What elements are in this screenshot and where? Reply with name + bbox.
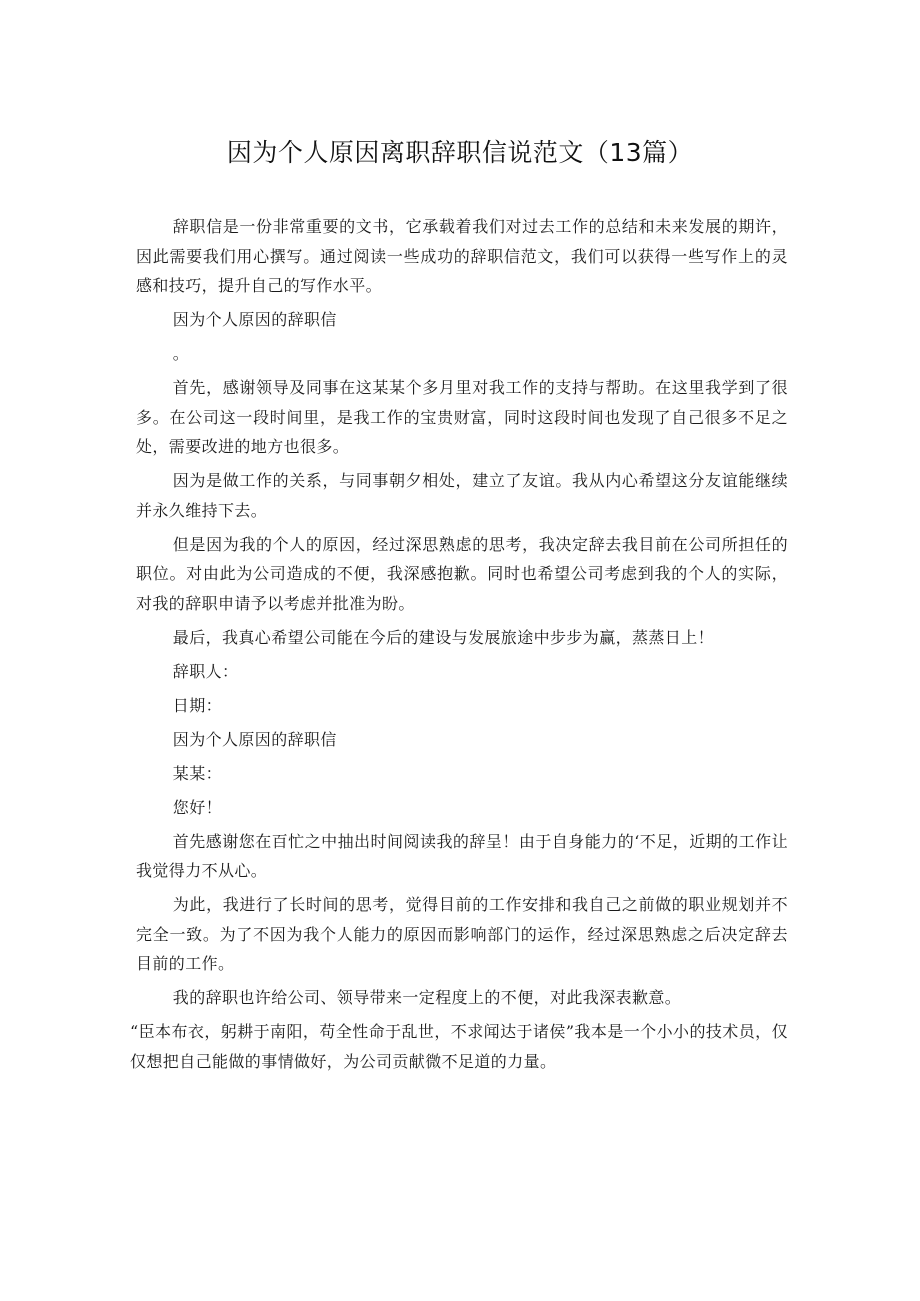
- quote-paragraph: “臣本布衣，躬耕于南阳，苟全性命于乱世，不求闻达于诸侯”我本是一个小小的技术员，仅仅想把自己能做的事情做好，为公司贡献微不足道的力量。: [130, 1022, 788, 1071]
- letter-paragraph: 我的辞职也许给公司、领导带来一定程度上的不便，对此我深表歉意。: [172, 988, 682, 1007]
- document-body: [130, 212, 788, 1081]
- letter-paragraph: 但是因为我的个人的原因，经过深思熟虑的思考，我决定辞去我目前在公司所担任的职位。对由此为公司造成的不便，我深感抱歉。同时也希望公司考虑到我的个人的实际，对我的辞职申请予以考虑并批准为盼。: [136, 534, 788, 613]
- greeting: 您好！: [172, 797, 222, 817]
- date-label: 日期：: [172, 695, 222, 715]
- section-heading: 因为个人原因的辞职信: [172, 310, 337, 329]
- salutation: 某某：: [172, 763, 222, 783]
- intro-paragraph: 辞职信是一份非常重要的文书，它承载着我们对过去工作的总结和未来发展的期许，因此需要我们用心撰写。通过阅读一些成功的辞职信范文，我们可以获得一些写作上的灵感和技巧，提升自己的写作水平。: [136, 217, 788, 295]
- letter-paragraph: 为此，我进行了长时间的思考，觉得目前的工作安排和我自己之前做的职业规划并不完全一致。为了不因为我个人能力的原因而影响部门的运作，经过深思熟虑之后决定辞去目前的工作。: [136, 895, 788, 973]
- letter-paragraph: 因为是做工作的关系，与同事朝夕相处，建立了友谊。我从内心希望这分友谊能继续并永久维持下去。: [136, 471, 788, 520]
- section-heading: 因为个人原因的辞职信: [172, 729, 337, 749]
- letter-paragraph: 首先，感谢领导及同事在这某某个多月里对我工作的支持与帮助。在这里我学到了很多。在公司这一段时间里，是我工作的宝贵财富，同时这段时间也发现了自己很多不足之处，需要改进的地方也很多。: [136, 378, 788, 456]
- letter-paragraph: 首先感谢您在百忙之中抽出时间阅读我的辞呈！由于自身能力的‘不足，近期的工作让我觉得力不从心。: [136, 831, 788, 880]
- signature-label: 辞职人：: [172, 661, 239, 681]
- stray-punctuation: 。: [172, 344, 190, 363]
- page-title: 因为个人原因离职辞职信说范文（13篇）: [226, 138, 694, 167]
- letter-paragraph: 最后，我真心希望公司能在今后的建设与发展旅途中步步为赢，蒸蒸日上！: [172, 627, 714, 647]
